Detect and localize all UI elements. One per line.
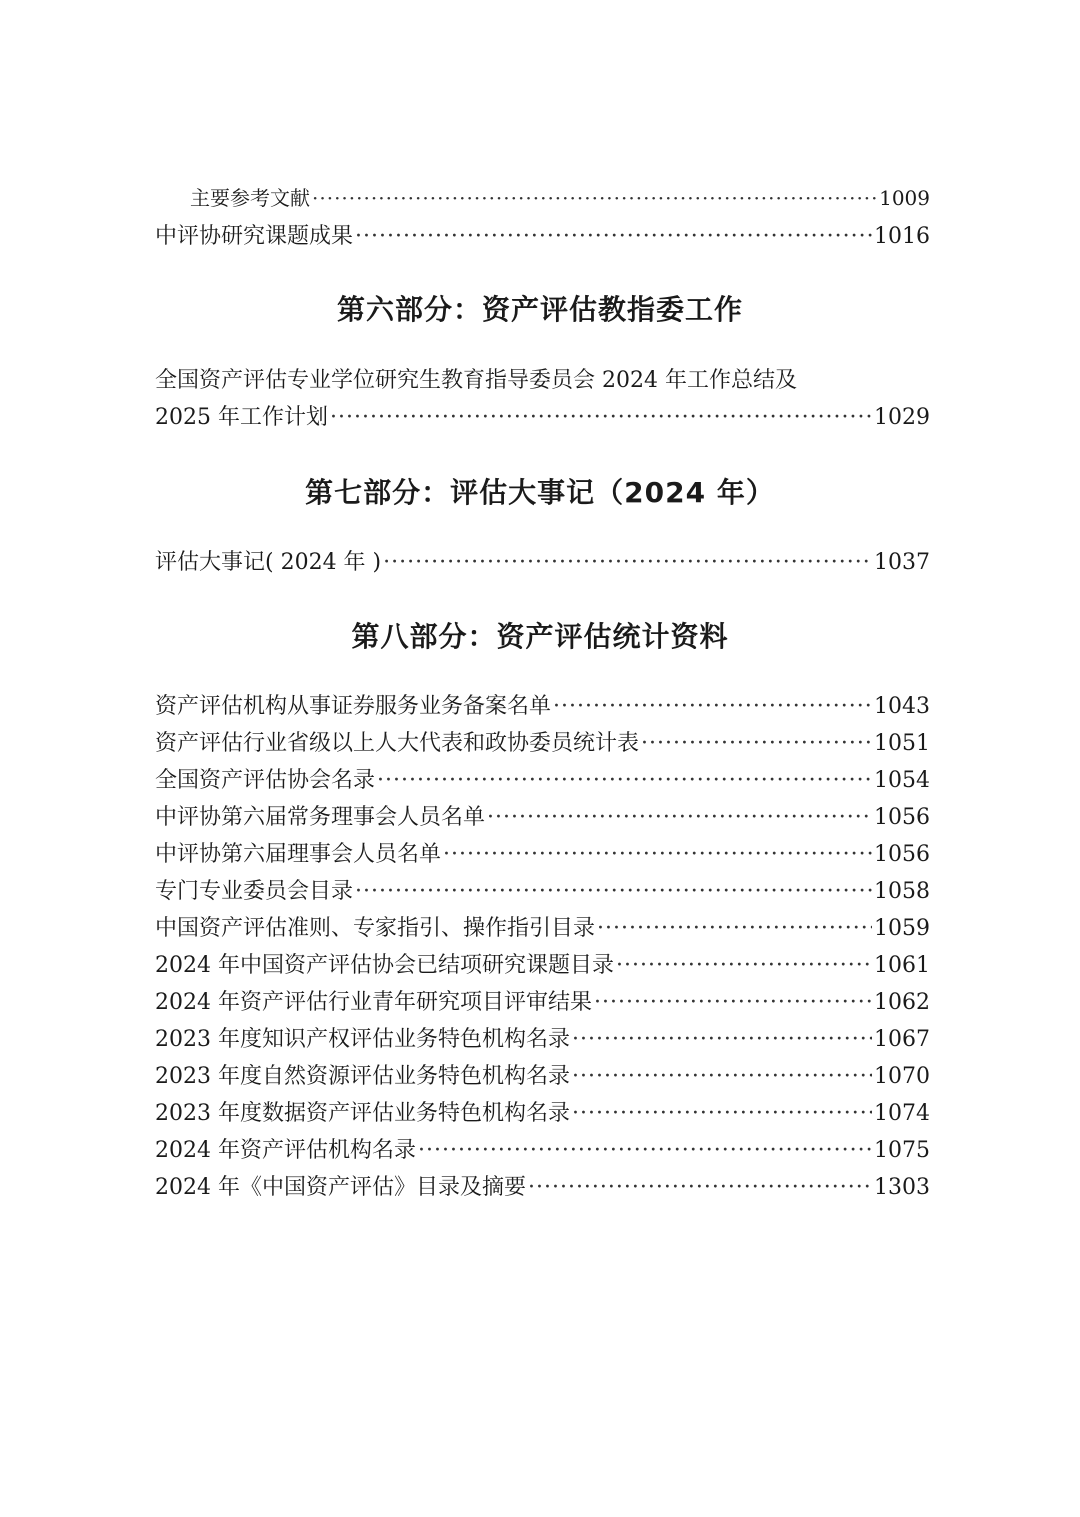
toc-entry-title: 中评协第六届常务理事会人员名单 — [155, 805, 486, 830]
toc-entry[interactable] — [155, 988, 930, 1018]
toc-entry-title: 2025 年工作计划 — [155, 405, 328, 430]
toc-entry-title: 专门专业委员会目录 — [155, 879, 354, 904]
dot-leader — [355, 222, 872, 252]
toc-entry-title: 中评协研究课题成果 — [155, 224, 354, 249]
dot-leader — [312, 183, 877, 213]
dot-leader — [528, 1173, 872, 1203]
dot-leader — [383, 548, 872, 578]
toc-entry-page: 1056 — [874, 842, 930, 867]
toc-entry-title: 2024 年资产评估行业青年研究项目评审结果 — [155, 990, 592, 1015]
toc-entry-page: 1016 — [874, 224, 930, 249]
toc-entry-title: 2023 年度自然资源评估业务特色机构名录 — [155, 1064, 570, 1089]
dot-leader — [594, 988, 872, 1018]
toc-entry[interactable] — [155, 1136, 930, 1166]
toc-entry-title: 中国资产评估准则、专家指引、操作指引目录 — [155, 916, 596, 941]
dot-leader — [330, 403, 872, 433]
toc-entry-page: 1061 — [874, 953, 930, 978]
toc-entry[interactable] — [155, 914, 930, 944]
toc-entry-title: 评估大事记( 2024 年 ) — [155, 550, 382, 575]
toc-entry-title: 2023 年度知识产权评估业务特色机构名录 — [155, 1027, 570, 1052]
toc-entry-page: 1051 — [874, 731, 930, 756]
dot-leader — [418, 1136, 872, 1166]
toc-entry-title: 2023 年度数据资产评估业务特色机构名录 — [155, 1101, 570, 1126]
toc-entry[interactable] — [155, 1173, 930, 1203]
toc-entry-page: 1054 — [874, 768, 930, 793]
toc-entry[interactable] — [155, 877, 930, 907]
dot-leader — [572, 1099, 872, 1129]
section-heading-part8: 第八部分：资产评估统计资料 — [351, 620, 729, 653]
section-heading-part7: 第七部分：评估大事记（2024 年） — [305, 476, 775, 509]
dot-leader — [616, 951, 872, 981]
dot-leader — [487, 803, 872, 833]
toc-entry-line1[interactable]: 全国资产评估专业学位研究生教育指导委员会 2024 年工作总结及 — [155, 368, 797, 393]
toc-entry-title: 2024 年资产评估机构名录 — [155, 1138, 416, 1163]
toc-entry-page: 1043 — [874, 694, 930, 719]
toc-entry[interactable] — [155, 803, 930, 833]
toc-entry-page: 1070 — [874, 1064, 930, 1089]
dot-leader — [553, 692, 872, 722]
dot-leader — [377, 766, 872, 796]
toc-entry[interactable] — [155, 222, 930, 252]
toc-entry-title: 资产评估机构从事证券服务业务备案名单 — [155, 694, 552, 719]
toc-entry-title: 2024 年中国资产评估协会已结项研究课题目录 — [155, 953, 614, 978]
dot-leader — [355, 877, 872, 907]
toc-entry[interactable] — [155, 692, 930, 722]
toc-entry-page: 1037 — [874, 550, 930, 575]
toc-entry-page: 1075 — [874, 1138, 930, 1163]
toc-entry[interactable] — [155, 951, 930, 981]
toc-entry-title: 主要参考文献 — [190, 186, 310, 210]
toc-entry[interactable] — [190, 183, 930, 213]
section-heading-part6: 第六部分：资产评估教指委工作 — [336, 293, 743, 326]
toc-entry-title: 资产评估行业省级以上人大代表和政协委员统计表 — [155, 731, 640, 756]
toc-entry-page: 1303 — [874, 1175, 930, 1200]
toc-entry-page: 1067 — [874, 1027, 930, 1052]
toc-entry[interactable] — [155, 548, 930, 578]
toc-entry[interactable] — [155, 1025, 930, 1055]
toc-entry-page: 1029 — [874, 405, 930, 430]
toc-entry-page: 1059 — [874, 916, 930, 941]
toc-entry-page: 1058 — [874, 879, 930, 904]
toc-entry-title: 中评协第六届理事会人员名单 — [155, 842, 442, 867]
dot-leader — [443, 840, 872, 870]
toc-entry-page: 1074 — [874, 1101, 930, 1126]
toc-entry[interactable] — [155, 403, 930, 433]
toc-entry[interactable] — [155, 729, 930, 759]
toc-entry-page: 1009 — [879, 186, 930, 210]
toc-entry[interactable] — [155, 1062, 930, 1092]
dot-leader — [597, 914, 872, 944]
dot-leader — [572, 1025, 872, 1055]
toc-entry-title: 全国资产评估协会名录 — [155, 768, 376, 793]
toc-entry[interactable] — [155, 840, 930, 870]
dot-leader — [572, 1062, 872, 1092]
toc-entry[interactable] — [155, 1099, 930, 1129]
toc-entry-page: 1056 — [874, 805, 930, 830]
toc-entry-page: 1062 — [874, 990, 930, 1015]
dot-leader — [641, 729, 872, 759]
toc-entry-title: 2024 年《中国资产评估》目录及摘要 — [155, 1175, 526, 1200]
toc-entry[interactable] — [155, 766, 930, 796]
